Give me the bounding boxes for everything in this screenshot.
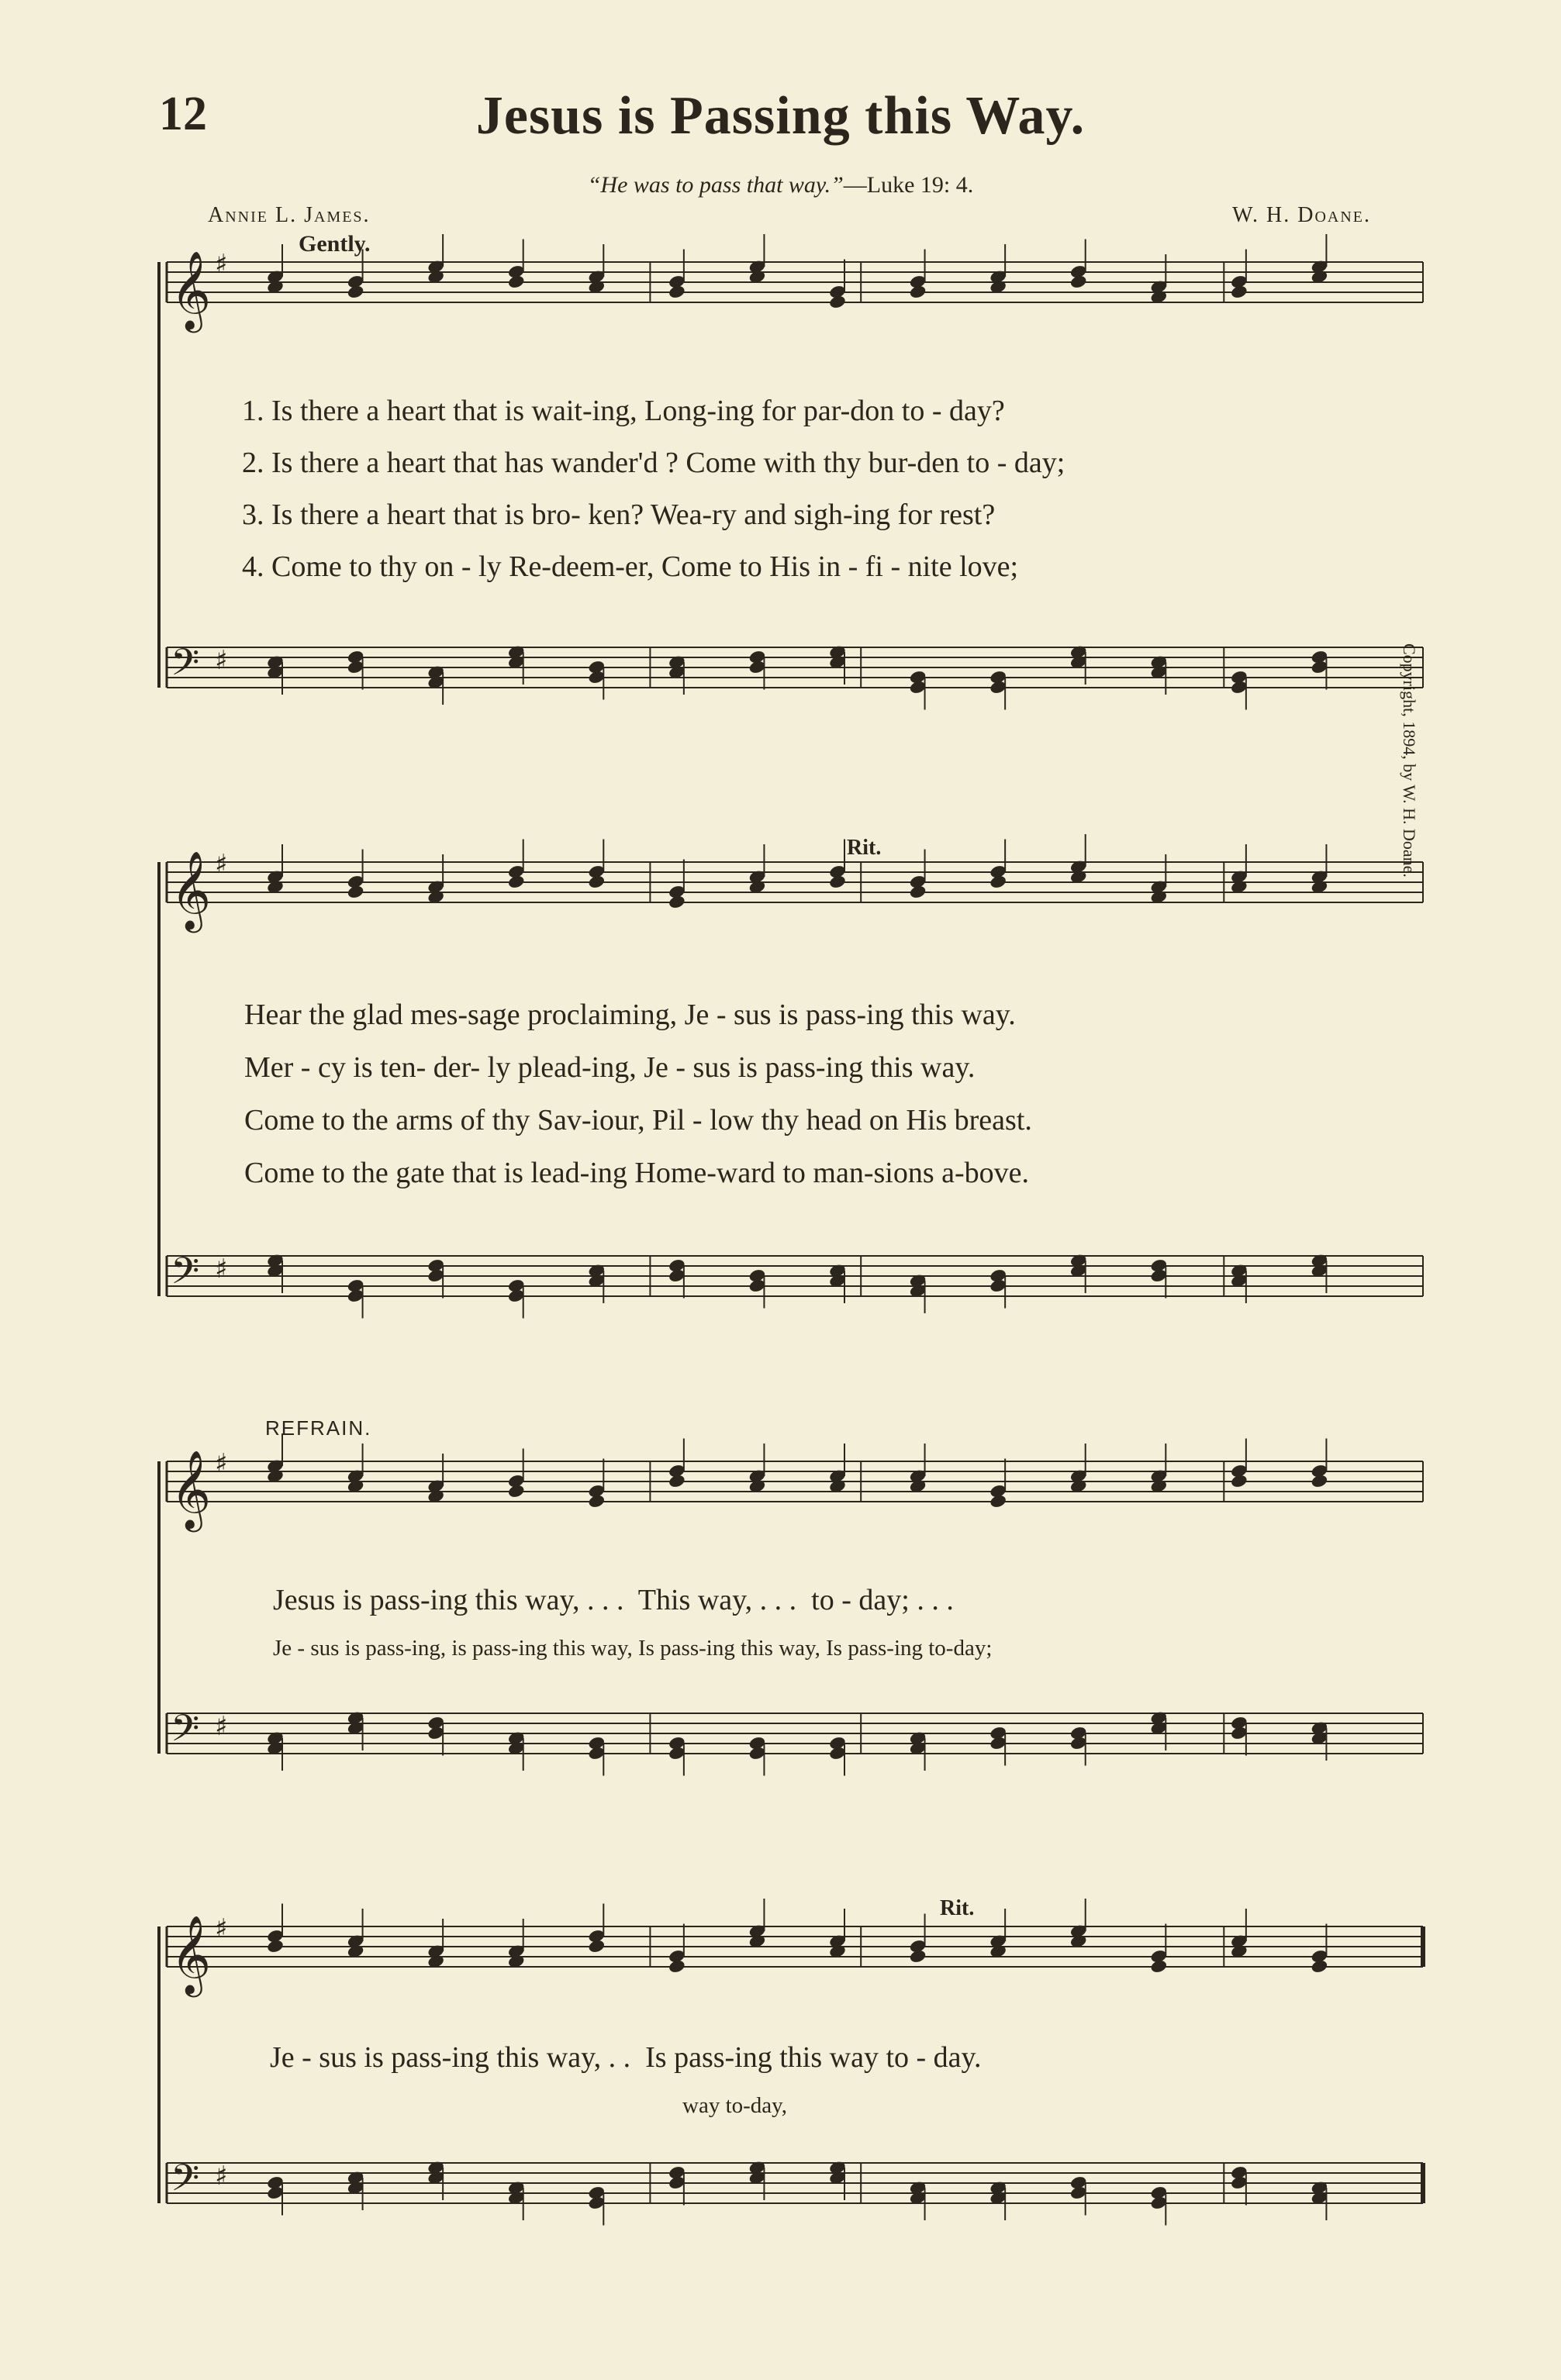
sharp-key-signature-icon: ♯ — [215, 1711, 228, 1742]
sharp-key-signature-icon: ♯ — [215, 2161, 228, 2192]
tempo-marking: Gently. — [299, 231, 371, 257]
stanza-4-line-1: 4. Come to thy on - ly Re-deem-er, Come to His in - fi - nite love; — [242, 550, 1019, 583]
refrain-final-bass-lyric: way to-day, — [682, 2093, 788, 2118]
treble-clef-icon: 𝄞 — [171, 850, 212, 930]
composer-credit: W. H. Doane. — [1232, 203, 1371, 227]
ritardando-marking: Rit. — [847, 836, 882, 860]
stanza-1-line-2: Hear the glad mes-sage proclaiming, Je - sus is pass-ing this way. — [244, 999, 1016, 1031]
treble-clef-icon: 𝄞 — [171, 1449, 212, 1529]
stanza-4-line-2: Come to the gate that is lead-ing Home-ward to man-sions a-bove. — [244, 1157, 1030, 1189]
sharp-key-signature-icon: ♯ — [215, 645, 228, 676]
copyright-notice: Copyright, 1894, by W. H. Doane. — [1400, 643, 1419, 878]
stanza-2-line-2: Mer - cy is ten- der- ly plead-ing, Je - sus is pass-ing this way. — [244, 1051, 976, 1084]
refrain-bass-lyric: Je - sus is pass-ing, is pass-ing this way, Is pass-ing this way, Is pass-ing to-day; — [273, 1636, 993, 1661]
author-credit: Annie L. James. — [208, 203, 371, 227]
treble-clef-icon: 𝄞 — [171, 1914, 212, 1994]
bass-clef-icon: 𝄢 — [171, 1249, 200, 1302]
bass-clef-icon: 𝄢 — [171, 1706, 200, 1759]
refrain-final-lyric: Je - sus is pass-ing this way, . . Is pass-ing this way to - day. — [270, 2041, 982, 2074]
stanza-2-line-1: 2. Is there a heart that has wander'd ? Come with thy bur-den to - day; — [242, 447, 1065, 479]
hymn-title: Jesus is Passing this Way. — [475, 86, 1086, 146]
stanza-3-line-2: Come to the arms of thy Sav-iour, Pil - low thy head on His breast. — [244, 1104, 1032, 1137]
sharp-key-signature-icon: ♯ — [215, 1448, 228, 1479]
ritardando-marking: Rit. — [940, 1896, 975, 1920]
sharp-key-signature-icon: ♯ — [215, 849, 228, 880]
sharp-key-signature-icon: ♯ — [215, 1913, 228, 1944]
treble-clef-icon: 𝄞 — [171, 250, 212, 329]
refrain-soprano-lyric: Jesus is pass-ing this way, . . . This way, . . . to - day; . . . — [273, 1584, 954, 1616]
stanza-3-line-1: 3. Is there a heart that is bro- ken? Wea-ry and sigh-ing for rest? — [242, 498, 996, 531]
stanza-1-line-1: 1. Is there a heart that is wait-ing, Long-ing for par-don to - day? — [242, 395, 1005, 427]
epigraph-reference: —Luke 19: 4. — [843, 172, 974, 198]
sharp-key-signature-icon: ♯ — [215, 1254, 228, 1285]
sharp-key-signature-icon: ♯ — [215, 249, 228, 280]
bass-clef-icon: 𝄢 — [171, 640, 200, 693]
epigraph-quote: “He was to pass that way.” — [587, 172, 844, 198]
page-number: 12 — [159, 88, 207, 140]
refrain-label: REFRAIN. — [265, 1416, 372, 1440]
bass-clef-icon: 𝄢 — [171, 2156, 200, 2209]
